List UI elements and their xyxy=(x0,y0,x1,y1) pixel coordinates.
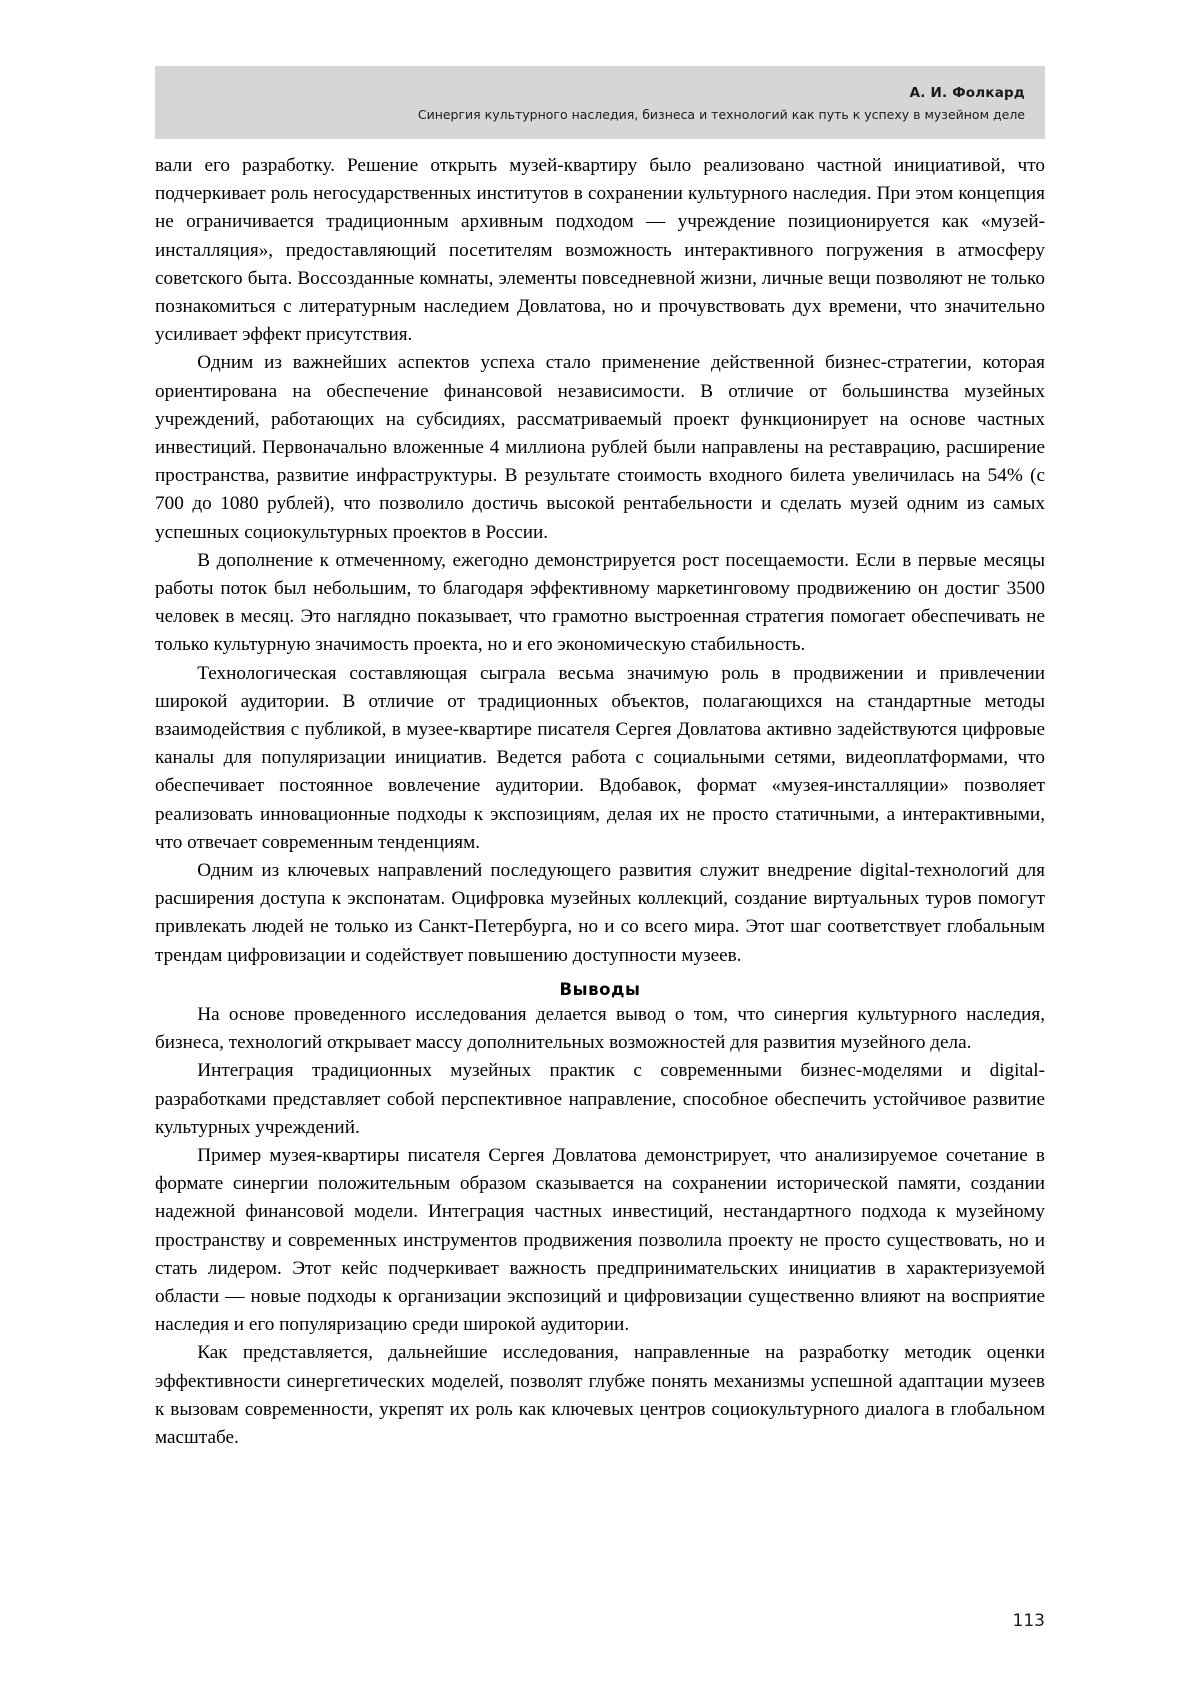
header-author: А. И. Фолкард xyxy=(909,85,1025,101)
paragraph: В дополнение к отмеченному, ежегодно демонстрируется рост посещаемости. Если в первые месяцы работы поток был небольшим, то благодаря эффективному маркетинговому продвижению он достиг 3500 человек в месяц. Это наглядно показывает, что грамотно выстроенная стратегия помогает обеспечивать не только культурную значимость проекта, но и его экономическую стабильность. xyxy=(155,549,1045,656)
section-heading-conclusions: Выводы xyxy=(559,979,641,999)
paragraph: На основе проведенного исследования делается вывод о том, что синергия культурного наследия, бизнеса, технологий открывает массу дополнительных возможностей для развития музейного дела. xyxy=(155,1003,1045,1054)
paragraph: вали его разработку. Решение открыть музей-квартиру было реализовано частной инициативой, что подчеркивает роль негосударственных институтов в сохранении культурного наследия. При этом концепция не ограничивается традиционным архивным подходом — учреждение позиционируется как «музей-инсталляция», предоставляющий посетителям возможность интерактивного погружения в атмосферу советского быта. Воссозданные комнаты, элементы повседневной жизни, личные вещи позволяют не только познакомиться с литературным наследием Довлатова, но и прочувствовать дух времени, что значительно усиливает эффект присутствия. xyxy=(155,155,1045,346)
paragraph: Одним из важнейших аспектов успеха стало применение действенной бизнес-стратегии, которая ориентирована на обеспечение финансовой независимости. В отличие от большинства музейных учреждений, работающих на субсидиях, рассматриваемый проект функционирует на основе частных инвестиций. Первоначально вложенные 4 миллиона рублей были направлены на реставрацию, расширение пространства, развитие инфраструктуры. В результате стоимость входного билета увеличилась на 54% (с 700 до 1080 рублей), что позволило достичь высокой рентабельности и сделать музей одним из самых успешных социокультурных проектов в России. xyxy=(155,352,1045,543)
running-header xyxy=(155,66,1045,139)
paragraph: Как представляется, дальнейшие исследования, направленные на разработку методик оценки эффективности синергетических моделей, позволят глубже понять механизмы успешной адаптации музеев к вызовам современности, укрепят их роль как ключевых центров социокультурного диалога в глобальном масштабе. xyxy=(155,1342,1045,1448)
page-number: 113 xyxy=(1012,1611,1045,1631)
article-body xyxy=(155,152,1045,1452)
paragraph: Интеграция традиционных музейных практик с современными бизнес-моделями и digital-разработками представляет собой перспективное направление, способное обеспечить устойчивое развитие культурных учреждений. xyxy=(155,1060,1045,1138)
paragraph: Одним из ключевых направлений последующего развития служит внедрение digital-технологий для расширения доступа к экспонатам. Оцифровка музейных коллекций, создание виртуальных туров помогут привлекать людей не только из Санкт-Петербурга, но и со всего мира. Этот шаг соответствует глобальным трендам цифровизации и содействует повышению доступности музеев. xyxy=(155,860,1045,966)
paragraph: Пример музея-квартиры писателя Сергея Довлатова демонстрирует, что анализируемое сочетание в формате синергии положительным образом сказывается на сохранении исторической памяти, создании надежной финансовой модели. Интеграция частных инвестиций, нестандартного подхода к музейному пространству и современных инструментов продвижения позволила проекту не просто существовать, но и стать лидером. Этот кейс подчеркивает важность предпринимательских инициатив в характеризуемой области — новые подходы к организации экспозиций и цифровизации существенно влияют на восприятие наследия и его популяризацию среди широкой аудитории. xyxy=(155,1144,1045,1336)
header-running-title: Синергия культурного наследия, бизнеса и технологий как путь к успеху в музейном деле xyxy=(417,106,1025,122)
paragraph: Технологическая составляющая сыграла весьма значимую роль в продвижении и привлечении широкой аудитории. В отличие от традиционных объектов, полагающихся на стандартные методы взаимодействия с публикой, в музее-квартире писателя Сергея Довлатова активно задействуются цифровые каналы для популяризации инициатив. Ведется работа с социальными сетями, видеоплатформами, что обеспечивает постоянное вовлечение аудитории. Вдобавок, формат «музея-инсталляции» позволяет реализовать инновационные подходы к экспозициям, делая их не просто статичными, а интерактивными, что отвечает современным тенденциям. xyxy=(155,662,1045,853)
